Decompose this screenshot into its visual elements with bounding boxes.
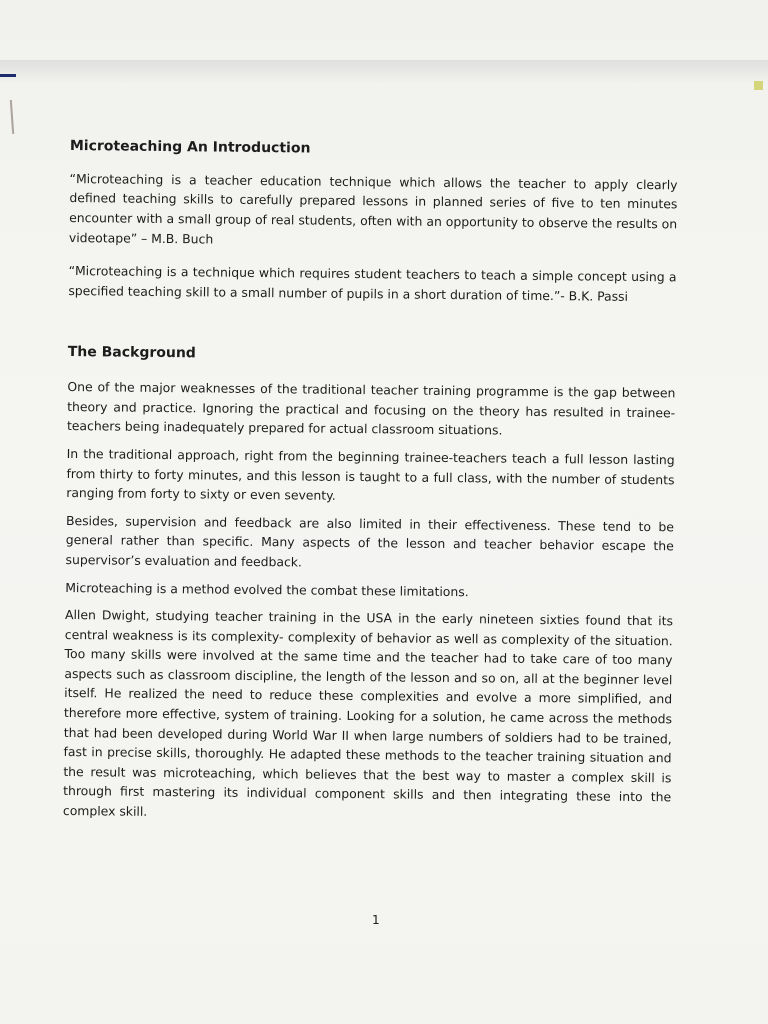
- quote-buch: “Microteaching is a teacher education technique which allows the teacher to apply clearly defined teaching skills to carefully prepared lessons in planned series of five to ten minutes encounter with a small group of real students, often with an opportunity to observe the results on videotape” – M.B. Buch: [68, 170, 678, 247]
- paragraph-gap-theory-practice: One of the major weaknesses of the traditional teacher training programme is the gap between theory and practice. Ignoring the practical and focusing on the theory has resulted in trainee-teachers being inadequately prepared for actual classroom situations.: [66, 379, 676, 438]
- document-page: [63, 138, 678, 835]
- paragraph-supervision-feedback: Besides, supervision and feedback are also limited in their effectiveness. These tend to be general rather than specific. Many aspects of the lesson and teacher behavior escape the supervisor’s evaluation and feedback.: [65, 512, 675, 570]
- paragraph-method-evolved: Microteaching is a method evolved the combat these limitations.: [65, 579, 469, 599]
- corner-color-mark: [754, 81, 763, 90]
- paragraph-traditional-approach: In the traditional approach, right from the beginning trainee-teachers teach a full lesson lasting from thirty to forty minutes, and this lesson is taught to a full class, with the number of students ranging from forty to sixty or even seventy.: [66, 445, 675, 503]
- quote-passi: “Microteaching is a technique which requires student teachers to teach a simple concept using a specified teaching skill to a small number of pupils in a short duration of time.”- B.K. Passi: [68, 263, 677, 304]
- scan-edge-mark: [0, 74, 16, 77]
- paragraph-allen-dwight: Allen Dwight, studying teacher training in the USA in the early nineteen sixties found that its central weakness is its complexity- complexity of behavior as well as complexity of the situation. Too many skills were involved at the same time and the teacher had to take care of too many aspects such as classroom discipline, the length of the lesson and so on, all at the beginner level itself. He realized the need to reduce these complexities and evolve a more simplified, and therefore more effective, system of training. Looking for a solution, he came across the methods that had been developed during World War II when large numbers of soldiers had to be trained, fast in precise skills, thoroughly. He adapted these methods to the teacher training situation and the result was microteaching, which believes that the best way to master a complex skill is through first mastering its individual component skills and then integrating these into the complex skill.: [62, 607, 674, 819]
- page-top-shadow: [0, 60, 768, 84]
- page-number: 1: [372, 913, 380, 927]
- section-title-background: The Background: [67, 344, 196, 362]
- section-title-introduction: Microteaching An Introduction: [69, 138, 311, 157]
